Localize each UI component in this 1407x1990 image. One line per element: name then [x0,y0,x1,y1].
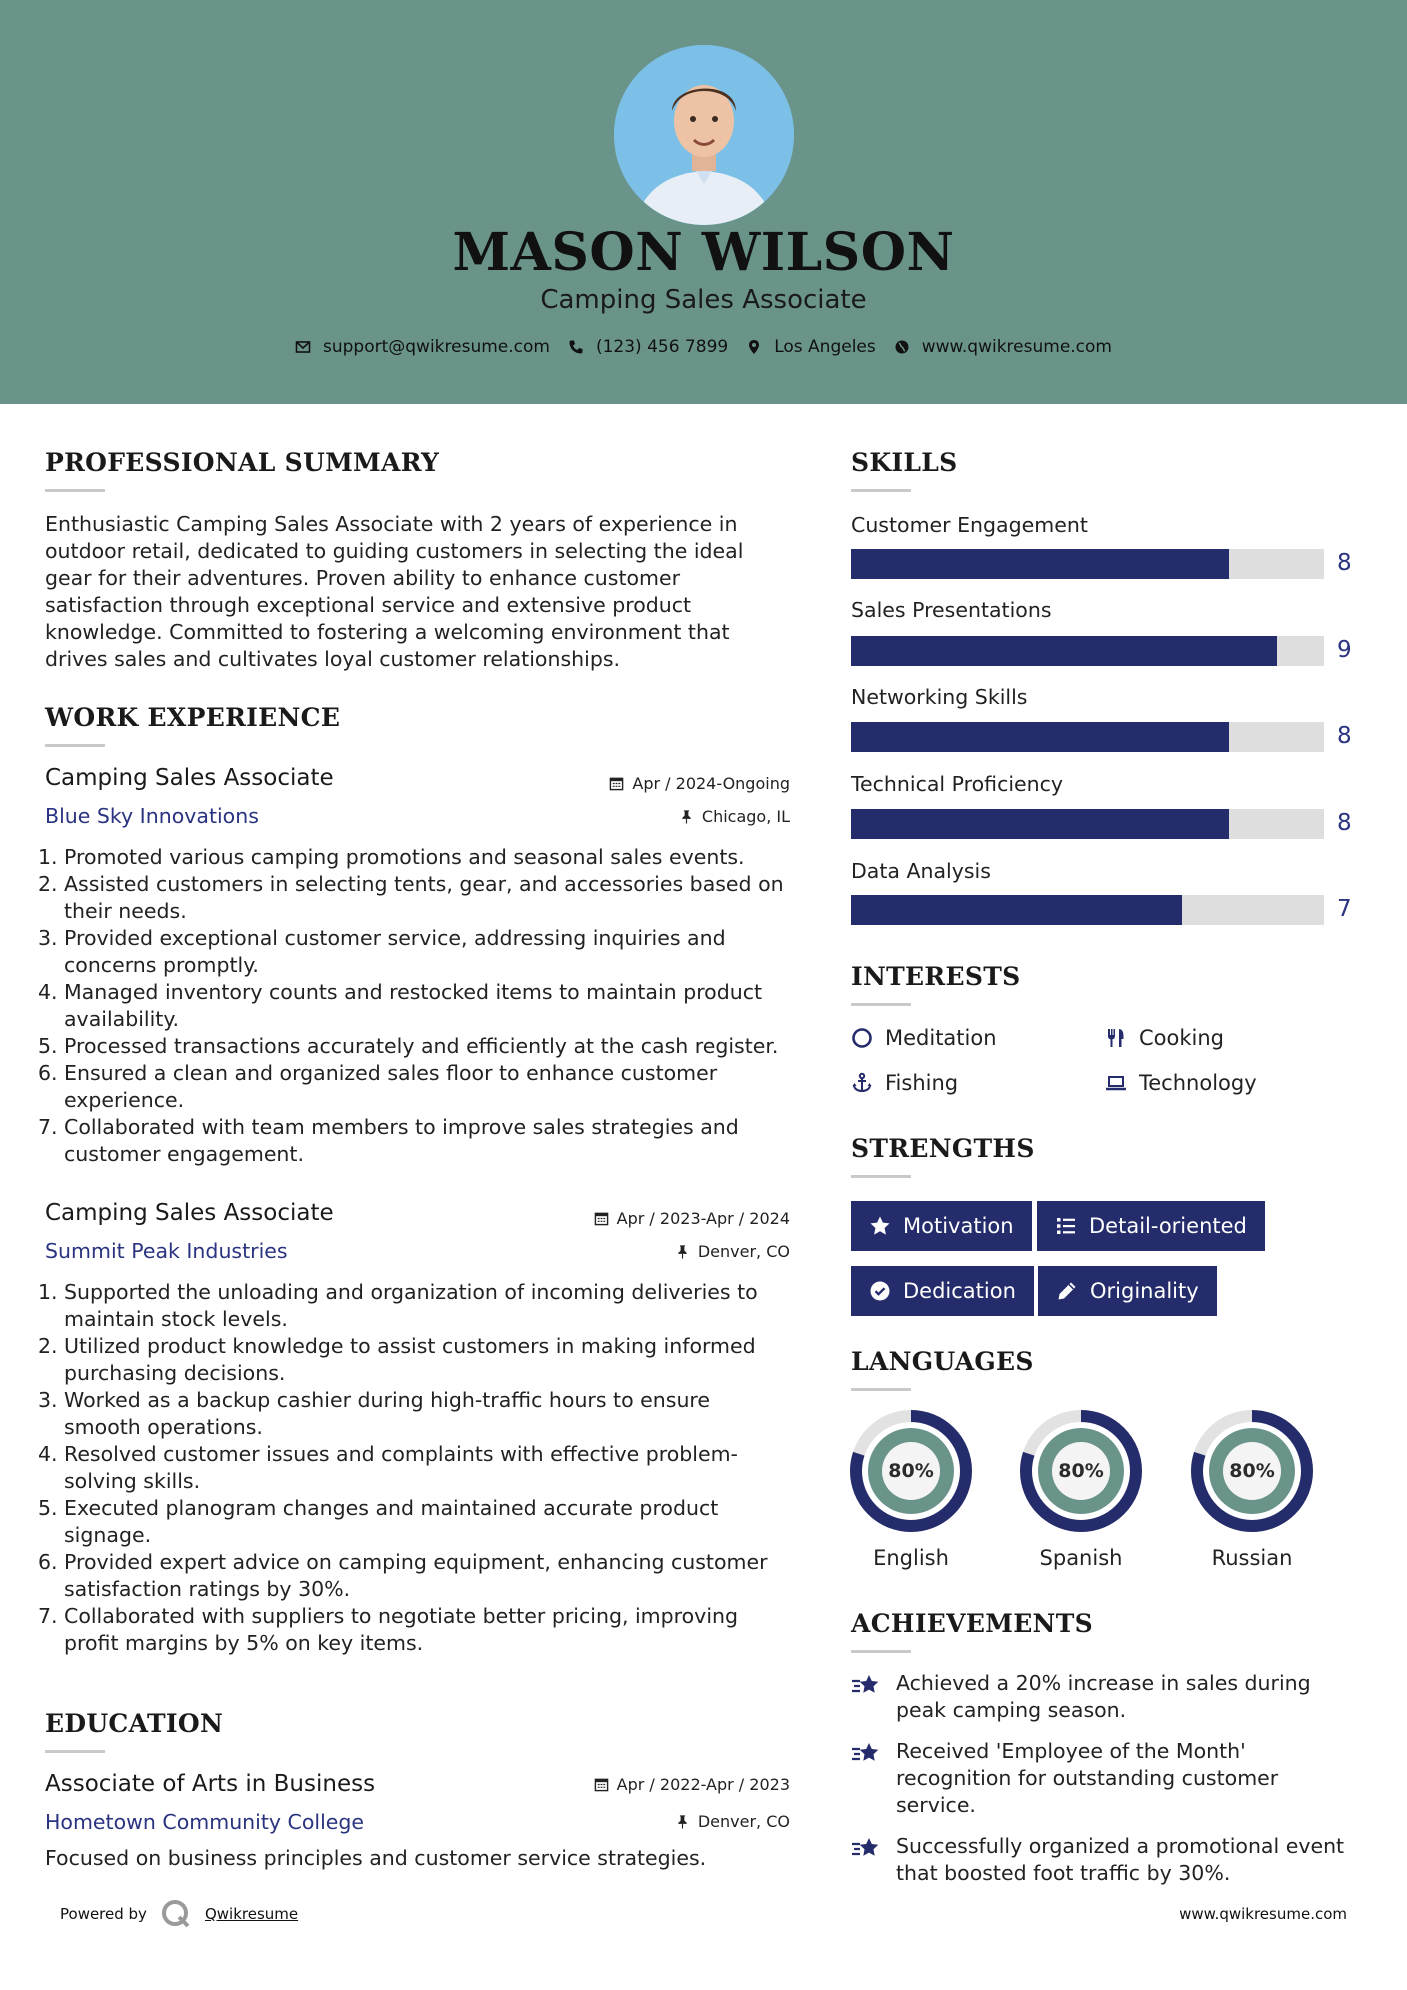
strength-tag-originality [1038,1266,1217,1316]
job-company: Blue Sky Innovations [45,804,259,828]
ring-percent: 80% [1058,1460,1104,1482]
education-dates [594,1775,790,1794]
skill-label: Data Analysis [851,859,991,883]
summary-text [45,511,805,673]
qwikresume-logo-icon [159,1897,193,1931]
job-dates [594,1209,790,1228]
envelope-icon [295,339,311,355]
interest-label: Meditation [885,1026,997,1050]
job-location-text: Chicago, IL [701,807,790,826]
job-dates-text: Apr / 2024-Ongoing [632,774,790,793]
contact-website-text: www.qwikresume.com [921,337,1112,357]
interest-meditation [851,1026,997,1050]
footer-website[interactable]: www.qwikresume.com [1179,1905,1347,1923]
list-item: Ensured a clean and organized sales floor to enhance customer experience. [64,1061,718,1112]
education-heading: EDUCATION [45,1709,224,1738]
language-ring [1189,1408,1315,1534]
calendar-icon [594,1211,609,1226]
achievement-item: Received 'Employee of the Month' recognition for outstanding customer service. [850,1738,1370,1819]
list-item: Collaborated with team members to improve sales strategies and customer engagement. [64,1115,739,1166]
education-dates-text: Apr / 2022-Apr / 2023 [616,1775,790,1794]
skill-label: Networking Skills [851,685,1028,709]
skill-score: 8 [1337,810,1352,836]
language-name: Russian [1211,1546,1293,1570]
skills-heading: SKILLS [851,448,958,477]
summary-line: drives sales and cultivates loyal customer relationships. [45,647,621,671]
skill-bar-fill [851,809,1229,839]
pencil-icon [1056,1280,1078,1302]
degree-title: Associate of Arts in Business [45,1771,376,1797]
contact-location-text: Los Angeles [774,337,876,357]
star-trophy-icon [850,1740,882,1770]
language-ring [848,1408,974,1534]
strength-tag-motivation [851,1201,1032,1251]
language-name: English [873,1546,949,1570]
contact-bar [0,337,1407,357]
skill-label: Sales Presentations [851,598,1052,622]
skill-bar-fill [851,722,1229,752]
list-item: Resolved customer issues and complaints with effective problem- solving skills. [64,1442,738,1493]
skill-score: 9 [1337,637,1352,663]
star-trophy-icon [850,1835,882,1865]
calendar-icon [609,776,624,791]
education-description: Focused on business principles and customer service strategies. [45,1846,707,1870]
star-icon [869,1215,891,1237]
utensils-icon [1105,1027,1127,1049]
achievements-divider [851,1650,911,1653]
education-location-text: Denver, CO [697,1812,790,1831]
summary-line: Enthusiastic Camping Sales Associate with 2 years of experience in [45,512,738,536]
job-location [679,807,790,826]
skill-bar [851,895,1324,925]
skill-bar [851,809,1324,839]
job-title: Camping Sales Associate [45,1200,334,1226]
calendar-icon [594,1777,609,1792]
map-marker-icon [746,339,762,355]
list-item: Collaborated with suppliers to negotiate better pricing, improving profit margins by 5% on key items. [64,1604,739,1655]
skill-bar-fill [851,549,1229,579]
pushpin-icon [675,1244,690,1259]
strength-label: Motivation [903,1214,1014,1238]
languages-divider [851,1388,911,1391]
job-bullets [38,1279,808,1657]
summary-heading: PROFESSIONAL SUMMARY [45,448,440,477]
achievements-heading: ACHIEVEMENTS [851,1609,1093,1638]
list-item: Provided exceptional customer service, addressing inquiries and concerns promptly. [64,926,726,977]
job-dates [609,774,790,793]
list-icon [1055,1215,1077,1237]
skill-score: 8 [1337,550,1352,576]
job-title: Camping Sales Associate [45,765,334,791]
pushpin-icon [675,1814,690,1829]
job-dates-text: Apr / 2023-Apr / 2024 [616,1209,790,1228]
star-trophy-icon [850,1672,882,1702]
circle-icon [851,1027,873,1049]
powered-by-text: Powered by [60,1905,147,1923]
summary-divider [45,489,105,492]
interest-label: Fishing [885,1071,959,1095]
list-item: Supported the unloading and organization of incoming deliveries to maintain stock levels. [64,1280,758,1331]
skill-bar [851,636,1324,666]
footer-powered-by [60,1897,298,1931]
phone-icon [568,339,584,355]
strength-label: Dedication [903,1279,1016,1303]
candidate-name: MASON WILSON [452,222,955,283]
language-english [846,1408,976,1570]
list-item: Worked as a backup cashier during high-traffic hours to ensure smooth operations. [64,1388,711,1439]
achievement-item: Successfully organized a promotional event that boosted foot traffic by 30%. [850,1833,1370,1887]
education-location [675,1812,790,1831]
contact-email-text: support@qwikresume.com [323,337,550,357]
job-company: Summit Peak Industries [45,1239,288,1263]
skill-score: 8 [1337,723,1352,749]
job-location-text: Denver, CO [697,1242,790,1261]
list-item: Managed inventory counts and restocked items to maintain product availability. [64,980,763,1031]
skill-bar-fill [851,895,1182,925]
list-item: Assisted customers in selecting tents, gear, and accessories based on their needs. [64,872,784,923]
ring-percent: 80% [888,1460,934,1482]
experience-divider [45,744,105,747]
skill-bar [851,549,1324,579]
contact-location [746,337,876,357]
contact-website[interactable] [894,337,1112,357]
language-russian [1187,1408,1317,1570]
strength-label: Detail-oriented [1089,1214,1247,1238]
skill-bar [851,722,1324,752]
interest-cooking [1105,1026,1224,1050]
language-name: Spanish [1039,1546,1123,1570]
list-item: Executed planogram changes and maintained accurate product signage. [64,1496,719,1547]
profile-photo [614,45,794,225]
list-item: Processed transactions accurately and efficiently at the cash register. [64,1034,779,1058]
job-location [675,1242,790,1261]
contact-phone[interactable] [568,337,728,357]
strengths-divider [851,1175,911,1178]
language-ring [1018,1408,1144,1534]
globe-icon [894,339,910,355]
interests-heading: INTERESTS [851,962,1021,991]
summary-line: knowledge. Committed to fostering a welcoming environment that [45,620,730,644]
strength-tag-dedication [851,1266,1034,1316]
list-item: Utilized product knowledge to assist customers in making informed purchasing decisions. [64,1334,756,1385]
brand-link[interactable]: Qwikresume [204,1905,299,1923]
ring-percent: 80% [1229,1460,1275,1482]
strengths-heading: STRENGTHS [851,1134,1035,1163]
summary-line: outdoor retail, dedicated to guiding customers in selecting the ideal [45,539,744,563]
anchor-icon [851,1072,873,1094]
achievement-item: Achieved a 20% increase in sales during peak camping season. [850,1670,1370,1724]
skills-divider [851,489,911,492]
header-banner [0,0,1407,404]
skill-score: 7 [1337,896,1352,922]
list-item: Provided expert advice on camping equipment, enhancing customer satisfaction ratings by 30%. [64,1550,768,1601]
summary-line: satisfaction through exceptional service and extensive product [45,593,692,617]
languages-heading: LANGUAGES [851,1347,1034,1376]
school-name: Hometown Community College [45,1810,365,1834]
interest-technology [1105,1071,1257,1095]
interest-label: Technology [1139,1071,1257,1095]
language-spanish [1016,1408,1146,1570]
strength-label: Originality [1090,1279,1199,1303]
skill-label: Customer Engagement [851,513,1088,537]
summary-line: gear for their adventures. Proven ability to enhance customer [45,566,681,590]
list-item: Promoted various camping promotions and seasonal sales events. [64,845,745,869]
education-divider [45,1750,105,1753]
interest-label: Cooking [1139,1026,1224,1050]
candidate-title: Camping Sales Associate [540,285,867,315]
pushpin-icon [679,809,694,824]
laptop-icon [1105,1072,1127,1094]
interest-fishing [851,1071,958,1095]
interests-divider [851,1003,911,1006]
job-bullets [38,844,808,1168]
contact-email[interactable] [295,337,550,357]
contact-phone-text: (123) 456 7899 [595,337,729,357]
skill-label: Technical Proficiency [851,772,1064,796]
check-circle-icon [869,1280,891,1302]
skill-bar-fill [851,636,1277,666]
experience-heading: WORK EXPERIENCE [45,703,341,732]
strength-tag-detail-oriented [1037,1201,1265,1251]
